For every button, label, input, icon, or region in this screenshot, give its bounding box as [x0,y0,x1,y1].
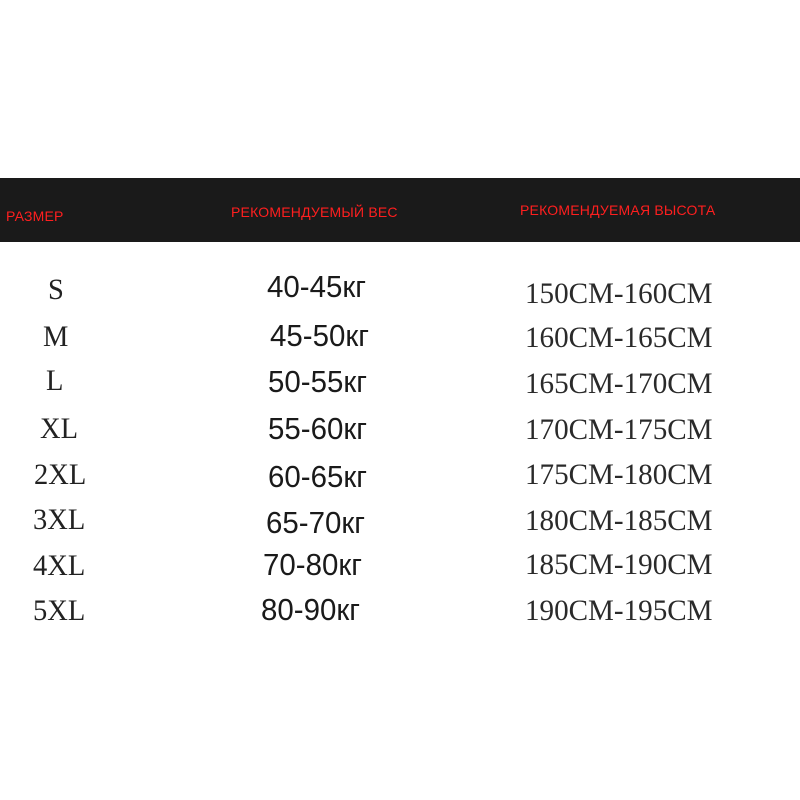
size-cell: 2XL [34,458,87,491]
table-header [0,178,800,242]
header-recommended-height: РЕКОМЕНДУЕМАЯ ВЫСОТА [520,202,716,218]
size-cell: XL [40,412,78,445]
weight-cell: 80-90кг [261,592,360,627]
weight-cell: 65-70кг [266,505,365,540]
header-size: РАЗМЕР [6,208,64,224]
height-cell: 180CM-185CM [525,504,713,537]
size-cell: M [43,320,69,353]
height-cell: 175CM-180CM [525,458,713,491]
height-cell: 185CM-190CM [525,548,713,581]
weight-cell: 50-55кг [268,364,367,399]
size-cell: S [48,273,64,306]
height-cell: 170CM-175CM [525,413,713,446]
height-cell: 190CM-195CM [525,594,713,627]
weight-cell: 55-60кг [268,411,367,446]
weight-cell: 60-65кг [268,459,367,494]
size-cell: 5XL [33,594,86,627]
weight-cell: 40-45кг [267,269,366,304]
weight-cell: 45-50кг [270,318,369,353]
height-cell: 150CM-160CM [525,277,713,310]
weight-cell: 70-80кг [263,547,362,582]
size-cell: 3XL [33,503,86,536]
size-cell: L [46,364,64,397]
height-cell: 165CM-170CM [525,367,713,400]
size-cell: 4XL [33,549,86,582]
height-cell: 160CM-165CM [525,321,713,354]
header-recommended-weight: РЕКОМЕНДУЕМЫЙ ВЕС [231,204,398,220]
